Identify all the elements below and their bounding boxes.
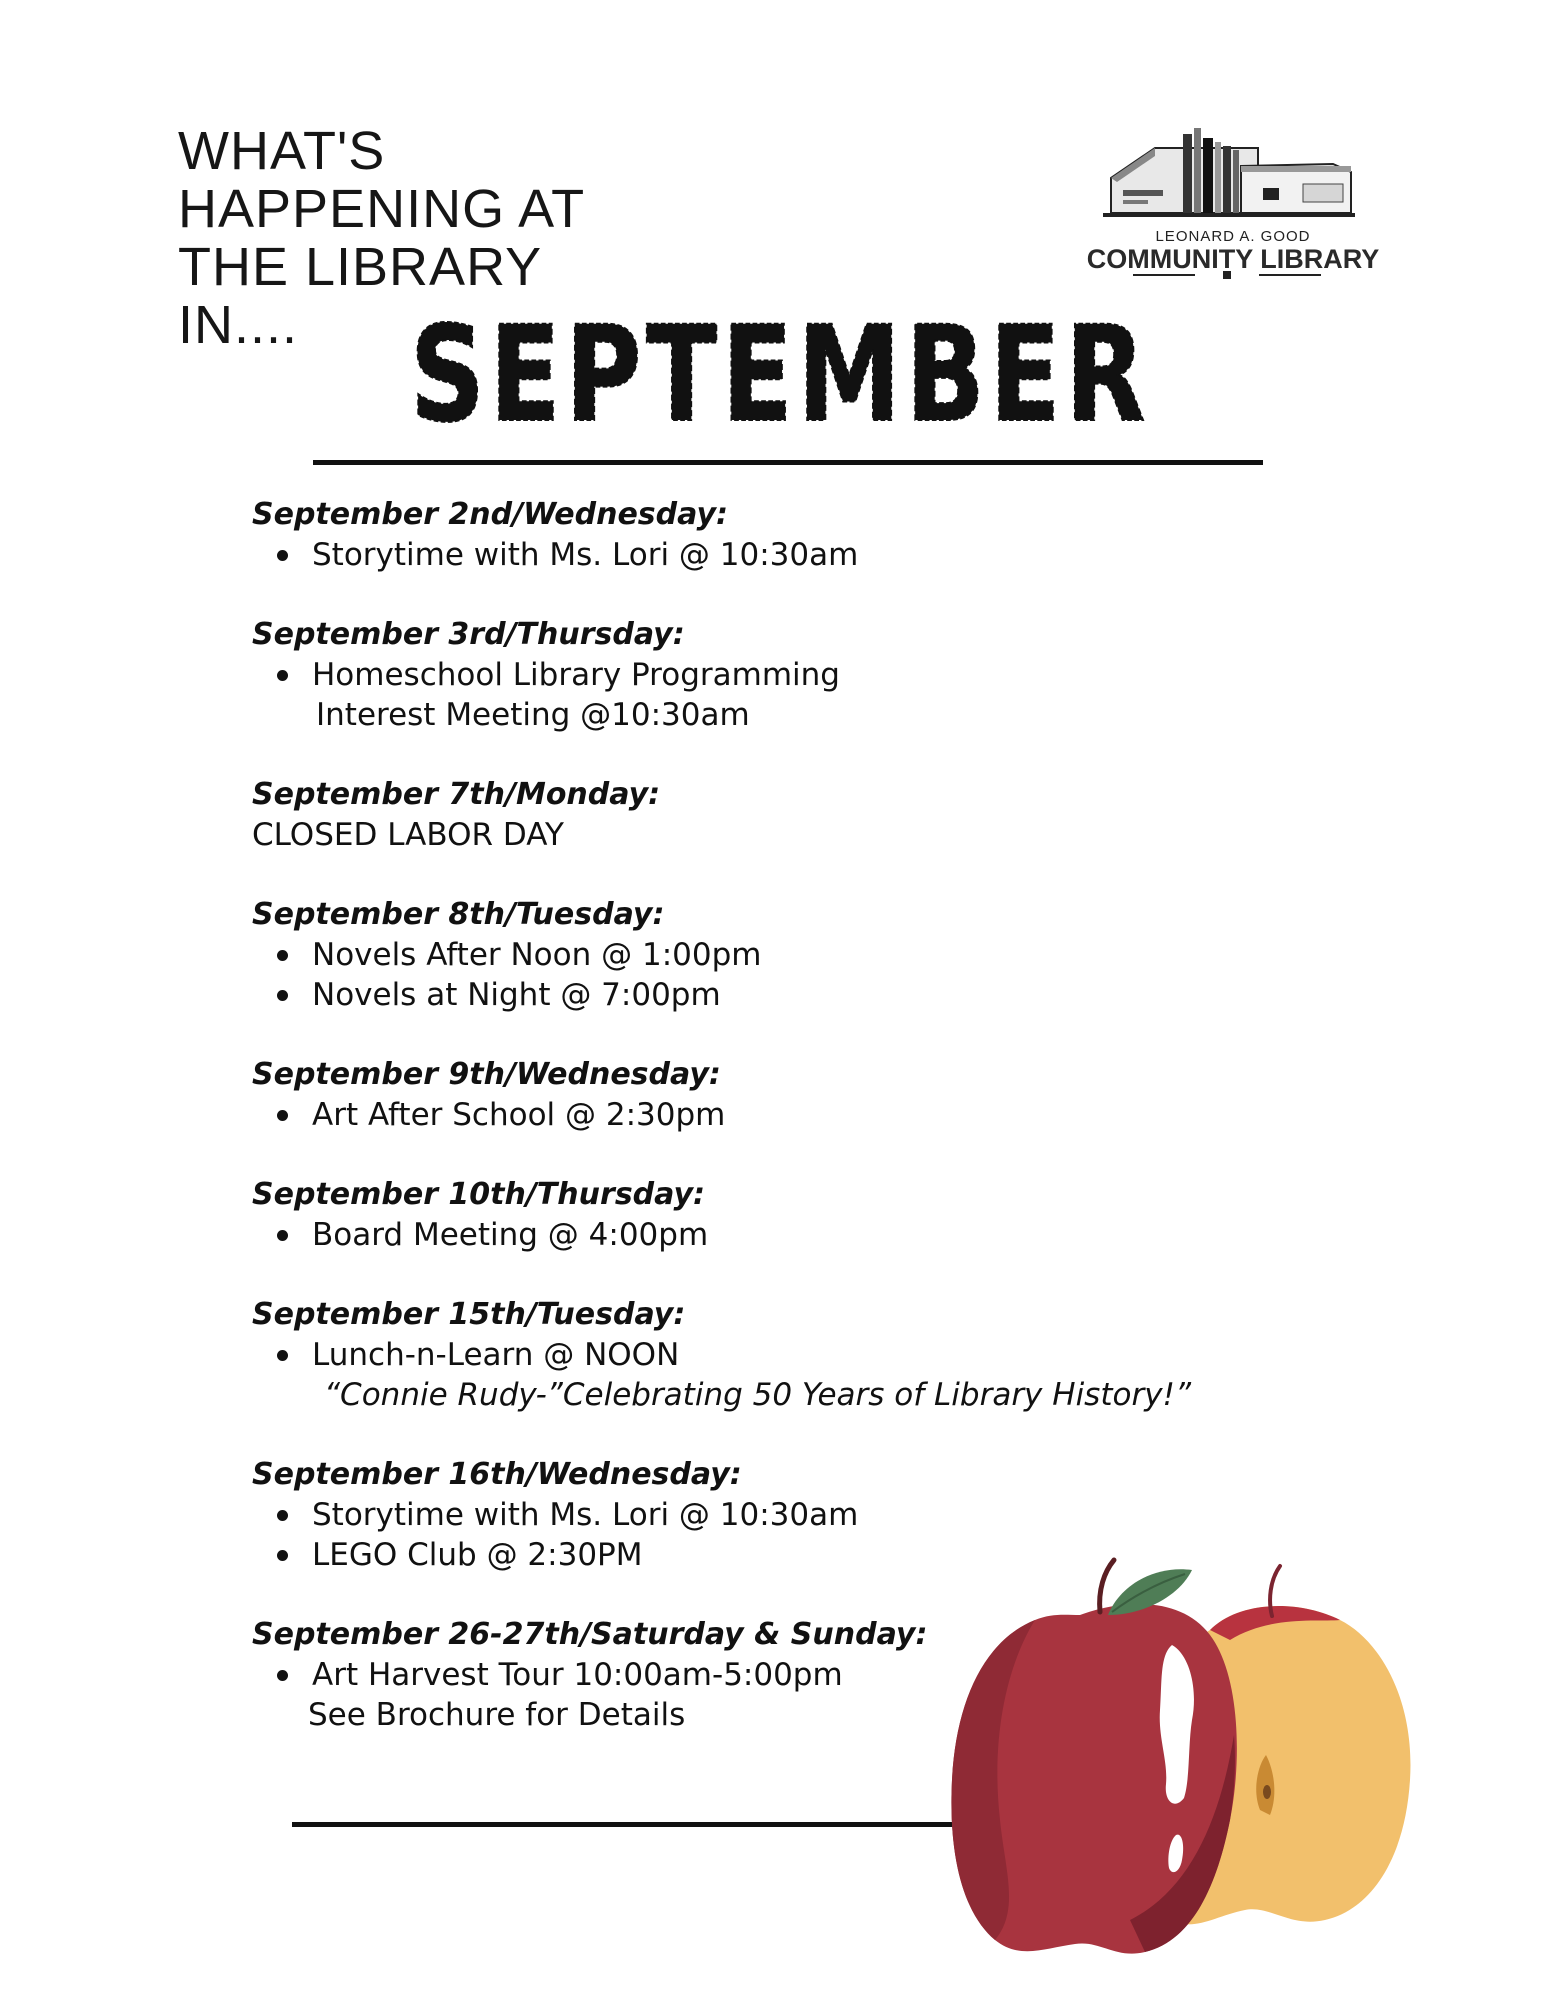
event-entry: [252, 1175, 1352, 1255]
top-divider: [313, 460, 1263, 465]
apples-illustration: [940, 1560, 1420, 1960]
event-entry: [252, 775, 1352, 855]
logo-subtitle: LEONARD A. GOOD: [1155, 228, 1311, 245]
event-item: Lunch-n-Learn @ NOON: [252, 1335, 1352, 1375]
event-item: Art Harvest Tour 10:00am-5:00pm: [252, 1655, 1352, 1695]
event-item: Storytime with Ms. Lori @ 10:30am: [252, 1495, 1352, 1535]
month-title: [395, 292, 1165, 464]
event-date: September 3rd/Thursday:: [252, 617, 685, 652]
event-date: September 10th/Thursday:: [252, 1177, 706, 1212]
event-date: September 16th/Wednesday:: [252, 1457, 742, 1492]
event-entry: [252, 1455, 1352, 1575]
event-items: [252, 655, 1352, 695]
event-date: September 2nd/Wednesday:: [252, 497, 729, 532]
event-entry: [252, 495, 1352, 575]
event-note: CLOSED LABOR DAY: [252, 817, 564, 853]
heading-line: IN....: [178, 295, 299, 355]
event-item: Novels at Night @ 7:00pm: [252, 975, 1352, 1015]
event-item: Art After School @ 2:30pm: [252, 1095, 1352, 1135]
event-item: Board Meeting @ 4:00pm: [252, 1215, 1352, 1255]
event-items: [252, 1095, 1352, 1135]
event-item-continuation: See Brochure for Details: [308, 1697, 686, 1733]
event-date: September 15th/Tuesday:: [252, 1297, 686, 1332]
event-items: [252, 1335, 1352, 1375]
heading-line: THE LIBRARY: [178, 237, 543, 297]
event-item: Novels After Noon @ 1:00pm: [252, 935, 1352, 975]
logo-title: COMMUNITY LIBRARY: [1086, 244, 1380, 274]
event-entry: [252, 615, 1352, 735]
month-title-text: SEPTEMBER: [410, 298, 1150, 452]
event-item: Homeschool Library Programming: [252, 655, 1352, 695]
event-date: September 9th/Wednesday:: [252, 1057, 721, 1092]
event-item: LEGO Club @ 2:30PM: [252, 1535, 1352, 1575]
event-item-subtitle: “Connie Rudy-”Celebrating 50 Years of Library History!”: [324, 1377, 1192, 1413]
red-apple-icon: [951, 1560, 1236, 1954]
heading-line: HAPPENING AT: [178, 179, 586, 239]
event-entry: [252, 1295, 1352, 1415]
event-date: September 26-27th/Saturday & Sunday:: [252, 1617, 928, 1652]
event-entry: [252, 1055, 1352, 1135]
event-items: [252, 1215, 1352, 1255]
event-item: Storytime with Ms. Lori @ 10:30am: [252, 535, 1352, 575]
event-date: September 7th/Monday:: [252, 777, 661, 812]
event-item-continuation: Interest Meeting @10:30am: [316, 697, 750, 733]
event-date: September 8th/Tuesday:: [252, 897, 665, 932]
event-items: [252, 935, 1352, 1015]
event-entry: [252, 895, 1352, 1015]
event-items: [252, 535, 1352, 575]
heading-line: WHAT'S: [178, 121, 386, 181]
